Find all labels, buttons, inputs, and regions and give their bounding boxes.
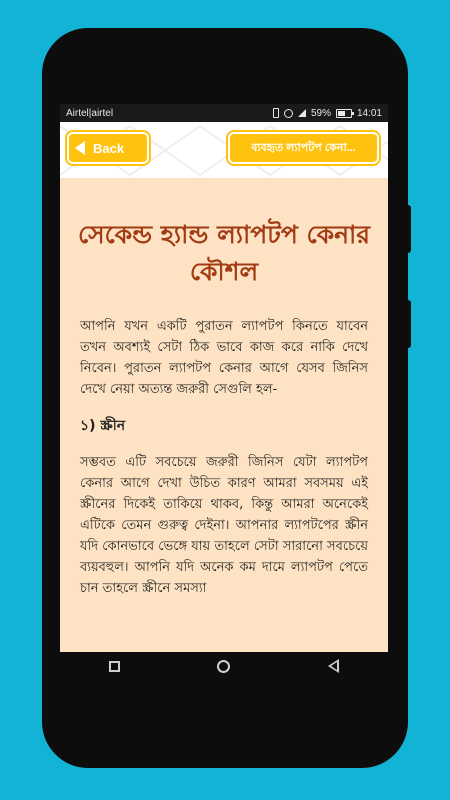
- alarm-icon: [284, 109, 293, 118]
- back-button-label: Back: [93, 140, 125, 156]
- app-screen: [60, 104, 388, 652]
- signal-icon: [298, 109, 306, 117]
- volume-button: [405, 205, 411, 253]
- clock: 14:01: [356, 107, 382, 119]
- article-title-label: ব্যবহৃত ল্যাপটপ কেনা...: [251, 141, 356, 154]
- article-title-button[interactable]: [228, 132, 379, 164]
- power-button: [405, 300, 411, 348]
- battery-icon: [336, 109, 352, 118]
- status-icons: [273, 108, 382, 119]
- android-nav-bar: [60, 652, 388, 680]
- recents-icon[interactable]: [109, 661, 120, 672]
- back-arrow-icon: [75, 141, 85, 155]
- article-content[interactable]: [60, 178, 388, 652]
- section-body: সম্ভবত এটি সবচেয়ে জরুরী জিনিস যেটা ল্যাপটপ কেনার আগে দেখা উচিত কারণ আমরা সবসময় এই স্ক্রীনের দিকেই তাকিয়ে থাকব, কিন্তু আমরা অনেকেই এটিকে তেমন গুরুত্ব দেইনা। আপনার ল্যাপটপের স্ক্রীন যদি কোনভাবে ভেঙ্গে যায় তাহলে সেটা সারানো সবচেয়ে ব্যয়বহুল। আপনি যদি অনেক কম দামে ল্যাপটপ পেতে চান তাহলে স্ক্রীনে সমস্যা: [80, 455, 368, 596]
- article-intro: আপনি যখন একটি পুরাতন ল্যাপটপ কিনতে যাবেন তখন অবশ্যই সেটা ঠিক ভাবে কাজ করে নাকি দেখে নিবেন। পুরাতন ল্যাপটপ কেনার আগে যেসব জিনিস দেখে নেয়া অত্যন্ত জরুরী সেগুলি হল-: [80, 319, 368, 397]
- home-icon[interactable]: [217, 660, 230, 673]
- app-toolbar: [60, 122, 388, 178]
- vibrate-icon: [273, 108, 279, 118]
- article-heading: সেকেন্ড হ্যান্ড ল্যাপটপ কেনার কৌশল: [77, 220, 371, 286]
- back-button[interactable]: [67, 132, 149, 164]
- back-nav-icon[interactable]: [328, 659, 339, 673]
- battery-percent: 59%: [310, 107, 331, 119]
- status-bar: [60, 104, 388, 122]
- section-title: ১) স্ক্রীন: [80, 418, 126, 434]
- carrier-name: Airtel|airtel: [66, 107, 114, 119]
